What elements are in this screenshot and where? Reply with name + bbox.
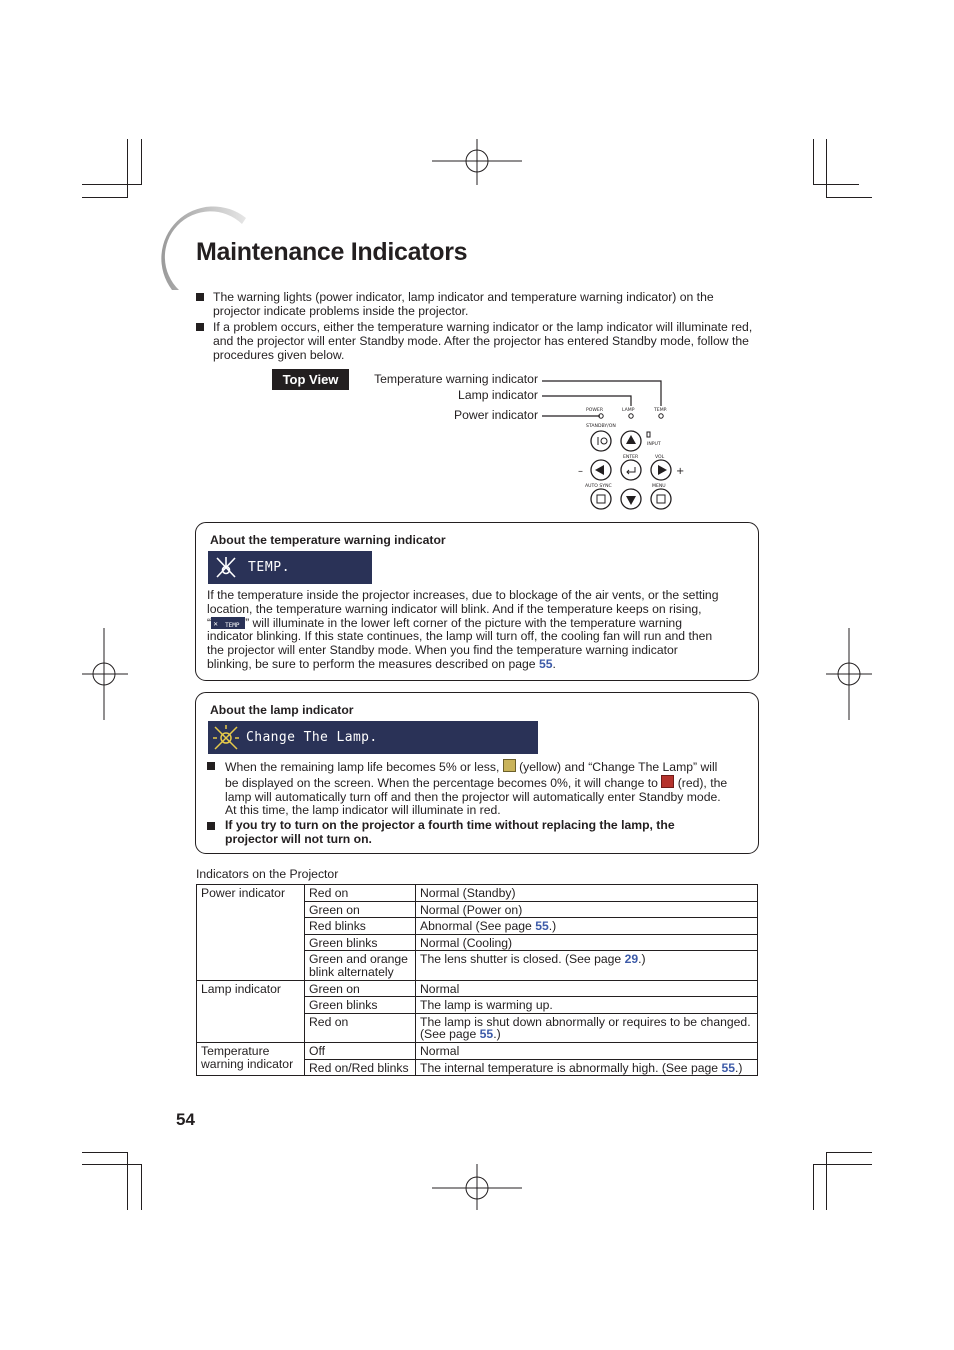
indicator-name-cell: Power indicator: [197, 885, 305, 981]
page-link[interactable]: 55: [479, 1027, 494, 1042]
meaning-cell: Normal: [416, 1042, 758, 1059]
lamp-osd-display: [208, 721, 538, 754]
temp-osd-text: TEMP.: [248, 560, 291, 575]
panel-label-enter: ENTER: [623, 455, 639, 460]
panel-label-temp: TEMP.: [654, 408, 668, 413]
indicator-name-cell: Temperature warning indicator: [197, 1042, 305, 1075]
panel-label-input: INPUT: [647, 442, 661, 447]
meaning-cell: Normal (Cooling): [416, 934, 758, 951]
callout-temp: Temperature warning indicator: [374, 372, 538, 386]
state-cell: Red blinks: [305, 918, 416, 935]
panel-label-lamp: LAMP: [622, 408, 635, 413]
meaning-cell: Abnormal (See page 55.): [416, 918, 758, 935]
temp-warning-icon: [214, 555, 238, 580]
state-cell: Green blinks: [305, 997, 416, 1014]
panel-label-menu: MENU: [652, 484, 666, 489]
temp-led-icon: [659, 414, 663, 418]
lamp-box-heading: About the lamp indicator: [210, 703, 354, 717]
lamp-indicator-box: [195, 692, 759, 854]
temp-box-heading: About the temperature warning indicator: [210, 533, 446, 547]
state-cell: Green and orange blink alternately: [305, 951, 416, 980]
intro-text: The warning lights (power indicator, lamp indicator and temperature warning indicator) on the projector indicate problems inside the projector.: [213, 290, 714, 319]
temp-box-paragraph: [207, 589, 752, 672]
page-link[interactable]: 29: [624, 952, 639, 967]
lamp-led-icon: [629, 414, 633, 418]
intro-item: [196, 290, 762, 319]
state-cell: Red on: [305, 1013, 416, 1042]
panel-label-power: POWER: [586, 408, 604, 413]
enter-button-icon: [621, 460, 641, 480]
panel-label-minus: –: [578, 466, 583, 477]
auto-sync-button-icon: [591, 489, 611, 509]
temp-line: the projector will enter Standby mode. When you find the temperature warning indicator: [207, 643, 678, 658]
callout-lamp: Lamp indicator: [458, 388, 538, 402]
projector-top-panel-diagram: [540, 370, 700, 515]
temp-line: If the temperature inside the projector increases, due to blockage of the air vents, or the setting: [207, 588, 719, 602]
table-row: [197, 1042, 758, 1059]
meaning-cell: Normal: [416, 980, 758, 997]
callout-power: Power indicator: [454, 408, 538, 422]
panel-label-auto-sync: AUTO SYNC: [585, 484, 612, 489]
indicators-table: [196, 884, 758, 1076]
lamp-bullet-2: If you try to turn on the projector a fourth time without replacing the lamp, the projector will not turn on.: [207, 819, 752, 847]
state-cell: Green on: [305, 980, 416, 997]
lamp-osd-text: Change The Lamp.: [246, 730, 378, 745]
lamp-bullet-1: When the remaining lamp life becomes 5% or less, (yellow) and “Change The Lamp” will be displayed on the screen. When the percentage becomes 0%, it will change to (red), the lamp will automatically turn off and then the projector will automatically enter Standby mode. At this time, the lamp indicator will illuminate in red.: [207, 759, 752, 818]
temp-line: location, the temperature warning indicator will blink. And if the temperature keeps on rising,: [207, 601, 702, 616]
meaning-cell: Normal (Standby): [416, 885, 758, 902]
page-title: Maintenance Indicators: [196, 238, 468, 266]
state-cell: Green blinks: [305, 934, 416, 951]
meaning-cell: The lens shutter is closed. (See page 29.): [416, 951, 758, 980]
temp-line: “ ✕ TEMP ” will illuminate in the lower left corner of the picture with the temperature warning: [207, 615, 682, 630]
intro-list: [196, 290, 762, 363]
top-view-label: Top View: [272, 369, 349, 390]
state-cell: Red on: [305, 885, 416, 902]
page-link[interactable]: 55: [535, 919, 549, 934]
meaning-cell: Normal (Power on): [416, 901, 758, 918]
intro-text: If a problem occurs, either the temperature warning indicator or the lamp indicator will illuminate red, and the projector will enter Standby mode. After the projector has entered Standby mode, follow the procedures given below.: [213, 319, 753, 363]
temp-warning-box: [195, 522, 759, 681]
lamp-warning-icon: [213, 725, 239, 751]
registration-mark-left: [82, 628, 128, 720]
yellow-lamp-icon: [503, 759, 516, 772]
page-link[interactable]: 55: [721, 1060, 736, 1075]
state-cell: Off: [305, 1042, 416, 1059]
table-row: [197, 980, 758, 997]
page-number: 54: [176, 1110, 195, 1129]
lamp-box-bullets: [207, 759, 752, 847]
table-row: [197, 885, 758, 902]
temp-line: indicator blinking. If this state continues, the lamp will turn off, the cooling fan will run and then: [207, 629, 713, 644]
menu-button-icon: [651, 489, 671, 509]
state-cell: Green on: [305, 901, 416, 918]
panel-label-vol: VOL: [655, 455, 665, 460]
meaning-cell: The lamp is warming up.: [416, 997, 758, 1014]
indicator-name-cell: Lamp indicator: [197, 980, 305, 1042]
red-lamp-icon: [661, 775, 674, 788]
table-caption: Indicators on the Projector: [196, 867, 339, 881]
state-cell: Red on/Red blinks: [305, 1059, 416, 1076]
meaning-cell: The internal temperature is abnormally high. (See page 55.): [416, 1059, 758, 1076]
registration-mark-top: [430, 139, 524, 185]
temp-osd-display: [208, 551, 372, 584]
inline-temp-osd-icon: ✕ TEMP: [211, 617, 245, 629]
intro-item: [196, 320, 762, 363]
registration-mark-bottom: [430, 1164, 524, 1210]
panel-label-plus: +: [676, 466, 685, 477]
page-link-55[interactable]: 55: [538, 656, 553, 671]
panel-label-standby: STANDBY/ON: [586, 424, 616, 429]
meaning-cell: The lamp is shut down abnormally or requires to be changed. (See page 55.): [416, 1013, 758, 1042]
temp-line: blinking, be sure to perform the measures described on page 55.: [207, 656, 556, 671]
registration-mark-right: [826, 628, 872, 720]
